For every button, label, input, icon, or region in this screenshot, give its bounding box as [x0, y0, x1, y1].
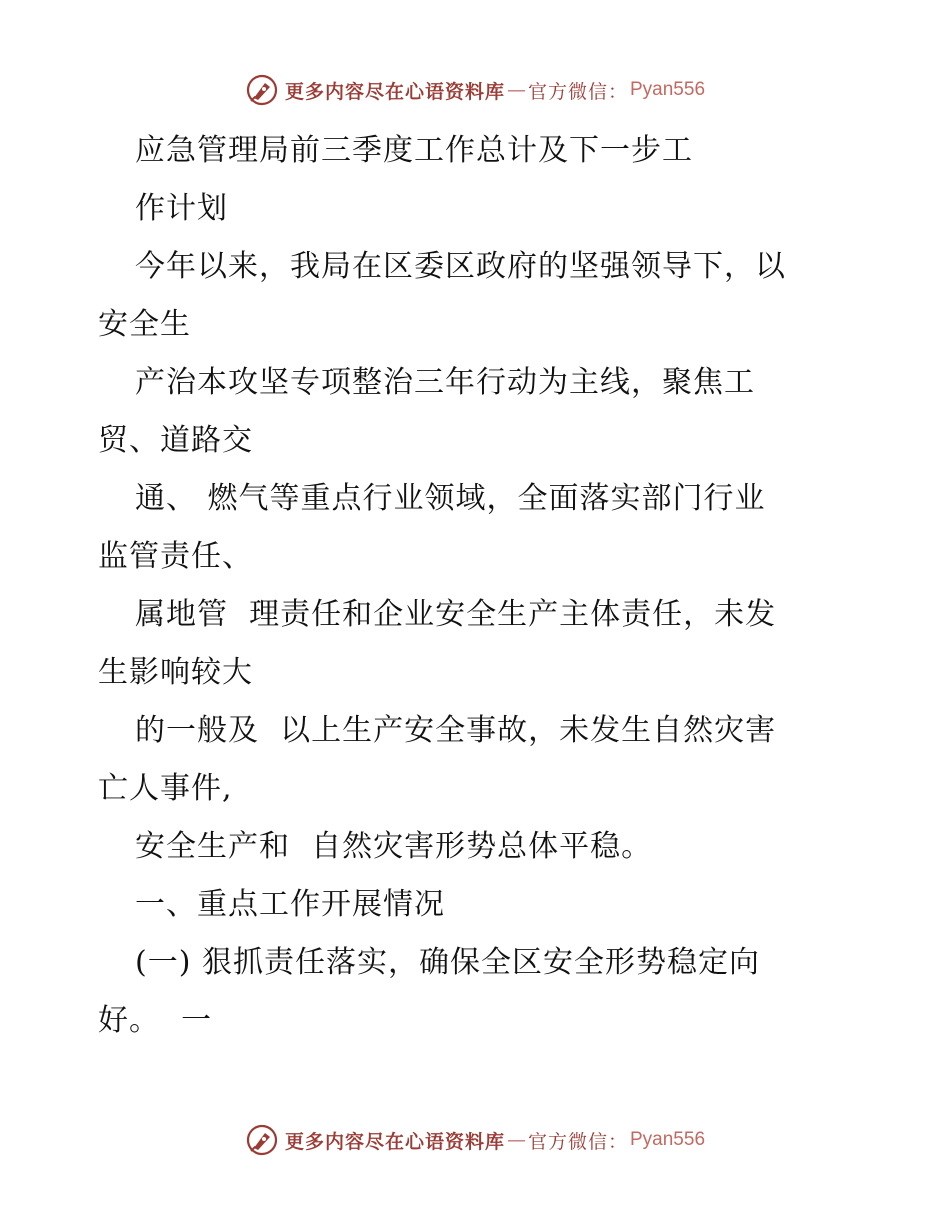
banner-wechat-id: Pyan556	[630, 1129, 706, 1150]
banner-main-text: 更多内容尽在心语资料库	[284, 1130, 505, 1153]
banner-dash: —	[506, 79, 526, 101]
banner-dash: —	[506, 1129, 526, 1151]
banner-wechat-label: 官方微信：	[527, 80, 628, 103]
document-line: 通、 燃气等重点行业领域，全面落实部门行业	[135, 481, 766, 516]
document-line: 作计划	[135, 191, 228, 226]
footer-watermark-banner	[0, 1120, 950, 1160]
pen-nib-logo-icon	[245, 1123, 279, 1157]
document-line: 一、重点工作开展情况	[135, 887, 445, 922]
document-line: 安全生产和 自然灾害形势总体平稳。	[135, 829, 653, 864]
pen-nib-logo-icon	[245, 73, 279, 107]
document-line: 产治本攻坚专项整治三年行动为主线，聚焦工	[135, 365, 755, 400]
document-body	[98, 122, 858, 1050]
document-line: 监管责任、	[98, 539, 253, 574]
banner-main-text: 更多内容尽在心语资料库	[284, 80, 505, 103]
header-watermark-banner	[0, 70, 950, 110]
document-line: 生影响较大	[98, 655, 253, 690]
document-line: 好。 一	[98, 1003, 213, 1038]
document-line: 的一般及 以上生产安全事故，未发生自然灾害	[135, 713, 777, 748]
document-line: 贸、道路交	[98, 423, 253, 458]
document-line: 今年以来，我局在区委区政府的坚强领导下，以	[135, 249, 786, 284]
banner-wechat-label: 官方微信：	[527, 1130, 628, 1153]
document-line: (一) 狠抓责任落实，确保全区安全形势稳定向	[135, 945, 760, 980]
document-line: 属地管 理责任和企业安全生产主体责任，未发	[135, 597, 777, 632]
banner-wechat-id: Pyan556	[630, 79, 706, 100]
document-line: 安全生	[98, 307, 191, 342]
document-line: 应急管理局前三季度工作总计及下一步工	[135, 133, 693, 168]
document-line: 亡人事件,	[98, 771, 233, 806]
